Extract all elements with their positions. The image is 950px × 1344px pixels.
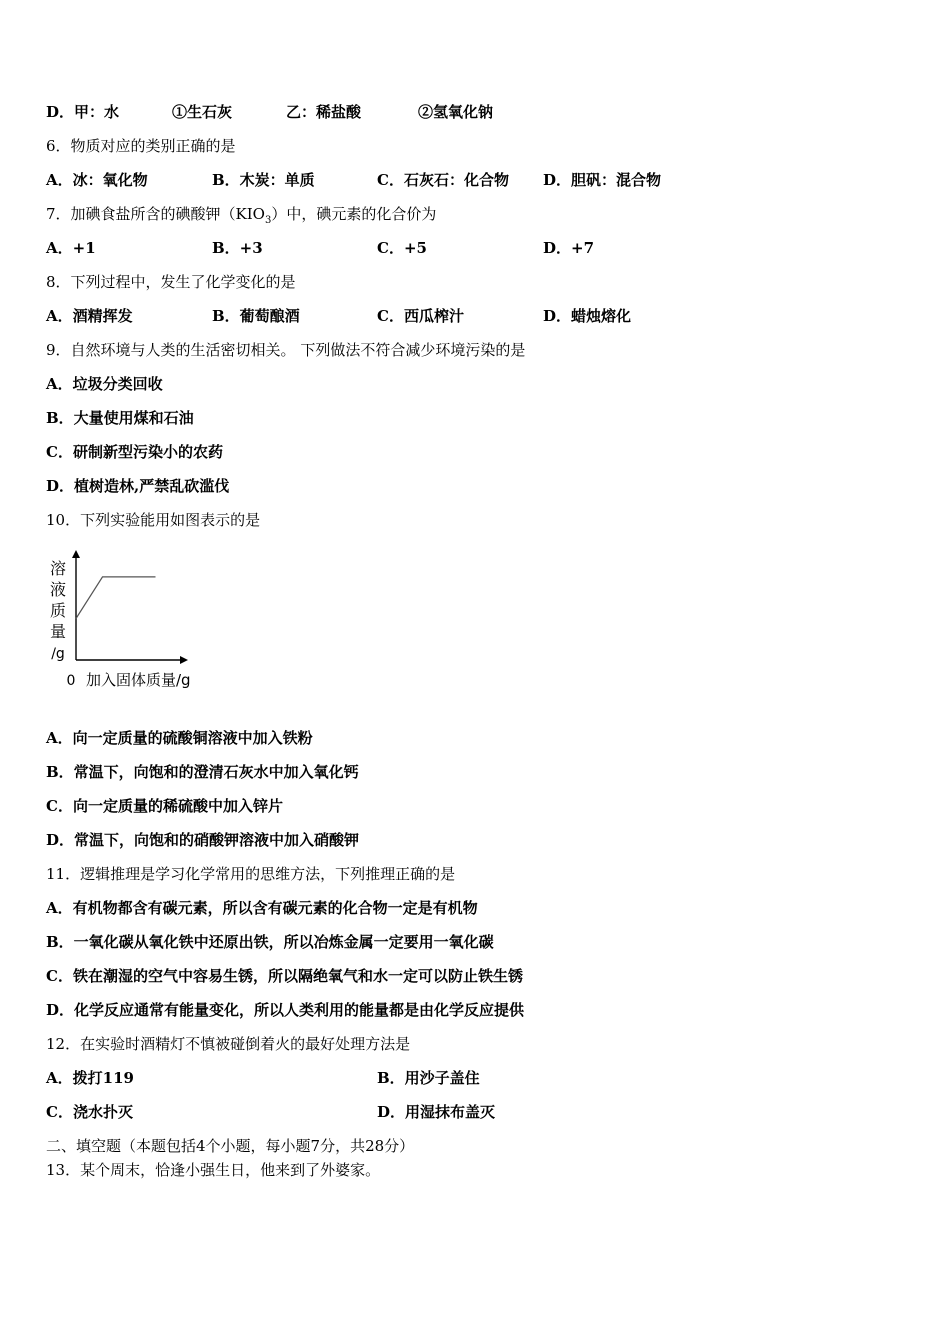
q7-option-c: C．+5 [377,239,427,257]
q6-option-a: A．冰：氧化物 [46,171,148,189]
chart-ylabel-char-3: 质 [49,601,67,620]
q7-stem [46,204,436,231]
q13-stem: 13．某个周末，恰逢小强生日，他来到了外婆家。 [46,1161,381,1179]
q10-option-a: A．向一定质量的硫酸铜溶液中加入铁粉 [46,729,313,747]
q12-stem: 12．在实验时酒精灯不慎被碰倒着火的最好处理方法是 [46,1035,411,1053]
q10-chart [40,550,230,700]
q7-stem-pre: 7．加碘食盐所含的碘酸钾（KIO [46,205,265,223]
q7-option-d: D．+7 [543,239,595,257]
section2-title: 二、填空题（本题包括4个小题，每小题7分，共28分） [46,1137,415,1155]
q6-option-b: B．木炭：单质 [212,171,315,189]
q11-option-d: D．化学反应通常有能量变化，所以人类利用的能量都是由化学反应提供 [46,1001,525,1019]
q10-option-d: D．常温下，向饱和的硝酸钾溶液中加入硝酸钾 [46,831,360,849]
q12-option-c: C．浇水扑灭 [46,1103,133,1121]
q8-option-d: D．蜡烛熔化 [543,307,632,325]
q5-option-d [46,102,119,122]
q11-stem: 11．逻辑推理是学习化学常用的思维方法，下列推理正确的是 [46,865,456,883]
q7-option-a: A．+1 [46,239,96,257]
q11-option-a: A．有机物都含有碳元素，所以含有碳元素的化合物一定是有机物 [46,899,478,917]
q8-option-c: C．西瓜榨汁 [377,307,464,325]
q7-option-b: B．+3 [212,239,263,257]
chart-ylabel-char-1: 溶 [49,559,67,578]
chart-x-axis-arrow [180,656,188,664]
chart-y-axis-arrow [72,550,80,558]
q9-option-a: A．垃圾分类回收 [46,375,163,393]
chart-ylabel-char-4: 量 [49,622,67,641]
q5-d-jia: 甲：水 [74,103,120,121]
q6-option-d: D．胆矾：混合物 [543,171,662,189]
chart-ylabel-char-5: /g [51,646,65,662]
chart-x-axis-label: 加入固体质量/g [86,671,191,689]
chart-origin-label: 0 [66,673,76,689]
q12-option-d: D．用湿抹布盖灭 [377,1103,496,1121]
q9-option-d: D．植树造林,严禁乱砍滥伐 [46,477,230,495]
q5-d-yi: 乙：稀盐酸 [286,103,362,121]
q6-option-c: C．石灰石：化合物 [377,171,509,189]
q8-stem: 8．下列过程中，发生了化学变化的是 [46,273,296,291]
q5-d-letter: D． [46,103,75,121]
q7-stem-sub: 3 [264,215,272,226]
q6-stem: 6．物质对应的类别正确的是 [46,137,236,155]
q5-d-item2: ②氢氧化钠 [418,103,494,121]
q9-stem: 9．自然环境与人类的生活密切相关。 下列做法不符合减少环境污染的是 [46,341,526,359]
q9-option-c: C．研制新型污染小的农药 [46,443,223,461]
q11-option-b: B．一氧化碳从氧化铁中还原出铁，所以冶炼金属一定要用一氧化碳 [46,933,494,951]
q10-option-c: C．向一定质量的稀硫酸中加入锌片 [46,797,283,815]
q12-option-a: A．拨打119 [46,1069,134,1087]
q10-option-b: B．常温下，向饱和的澄清石灰水中加入氧化钙 [46,763,359,781]
q9-option-b: B．大量使用煤和石油 [46,409,194,427]
q12-option-b: B．用沙子盖住 [377,1069,480,1087]
chart-ylabel-char-2: 液 [49,580,67,599]
q5-d-item1: ①生石灰 [172,103,233,121]
chart-series-line [76,577,156,619]
q8-option-b: B．葡萄酿酒 [212,307,300,325]
q11-option-c: C．铁在潮湿的空气中容易生锈，所以隔绝氧气和水一定可以防止铁生锈 [46,967,523,985]
q10-stem: 10．下列实验能用如图表示的是 [46,511,261,529]
q7-stem-post: ）中，碘元素的化合价为 [271,205,437,223]
q8-option-a: A．酒精挥发 [46,307,133,325]
